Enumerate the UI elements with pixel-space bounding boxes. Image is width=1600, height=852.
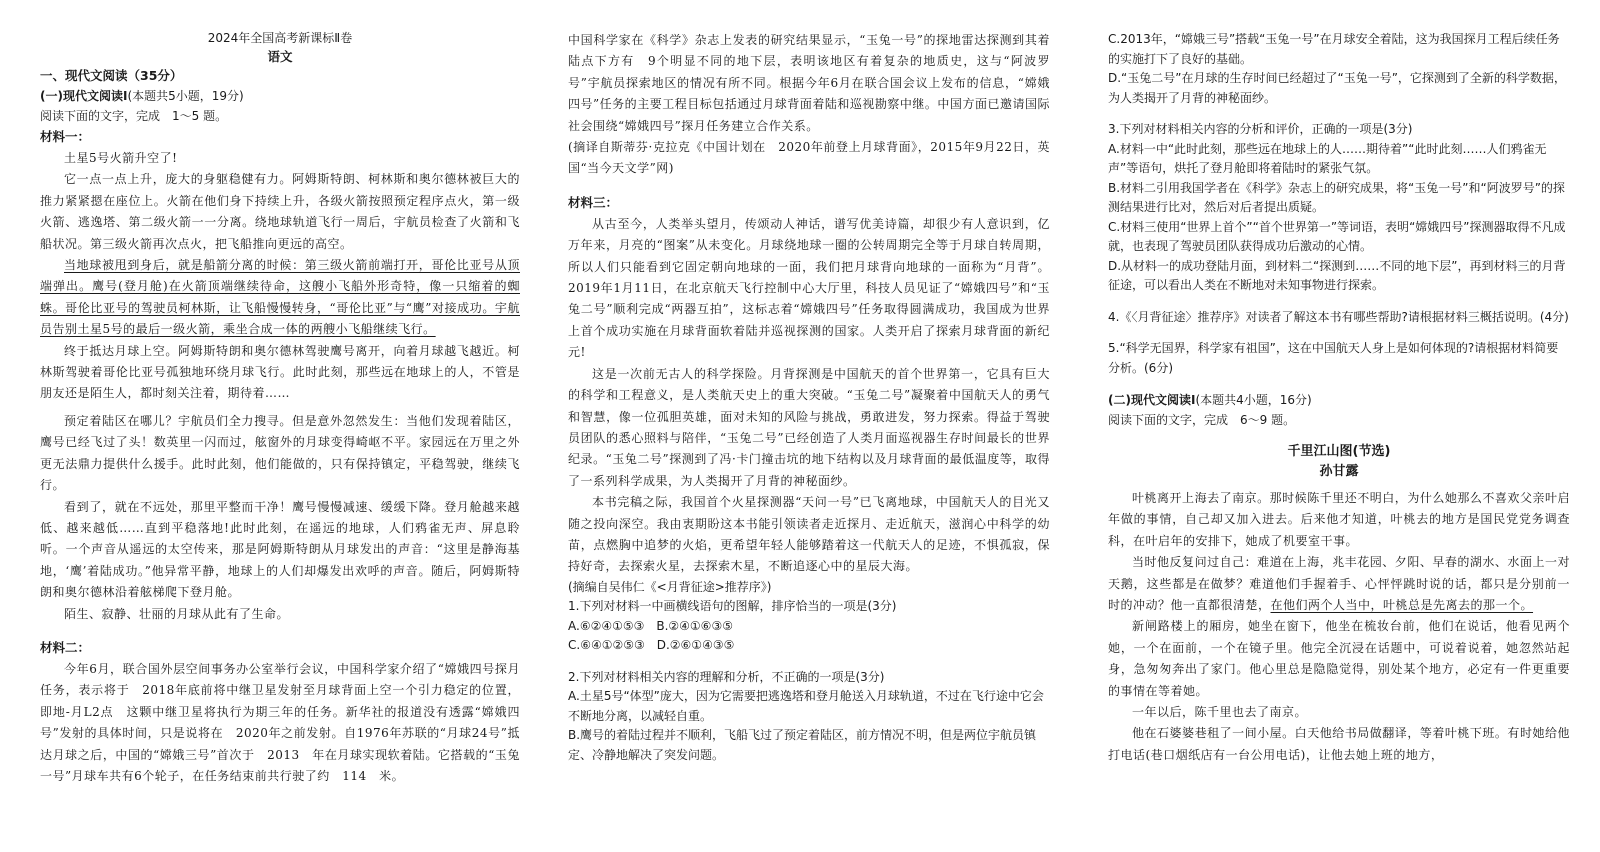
exam-subject: 语文 [267,49,293,64]
question-3-option-d: D.从材料一的成功登陆月面，到材料二“探测到……不同的地下层”，再到材料三的月背征途，可以看出人类在不断地对未知事物进行探索。 [1108,258,1566,292]
column-1 [40,30,520,787]
m3-paragraph-1: 从古至今，人类举头望月，传颂动人神话，谱写优美诗篇，却很少有人意识到，亿万年来，月亮的“图案”从未变化。月球绕地球一圈的公转周期完全等于月球自转周期，所以人们只能看到它固定朝向地球的一面，我们把月球背向地球的一面称为“月背”。2019年1月11日，在北京航天飞行控制中心大厅里，科技人员见证了“嫦娥四号”和“玉兔二号”顺利完成“两器互拍”，这标志着“嫦娥四号”任务取得圆满成功，我国成为世界上首个成功实施在月球背面软着陆并巡视探测的国家。人类开启了探索月球背面的新纪元! [568,216,1050,360]
m3-source: (摘编自吴伟仁《<月背征途>推荐序》) [568,579,772,594]
question-1-options-ab: A.⑥②④①⑤③ B.②④①⑥③⑤ [568,618,733,633]
question-2-option-b: B.鹰号的着陆过程并不顺利，飞船飞过了预定着陆区，前方情况不明，但是两位宇航员镇定、冷静地解决了突发问题。 [568,728,1037,762]
section1-instruction: 阅读下面的文字，完成 1～5 题。 [40,109,228,123]
story-paragraph-4: 一年以后，陈千里也去了南京。 [1132,705,1308,720]
question-2-option-a: A.土星5号“体型”庞大，因为它需要把逃逸塔和登月舱送入月球轨道，不过在飞行途中它会不断地分离，以减轻自重。 [568,689,1044,723]
section1-sub-note: (本题共5小题，19分) [127,89,244,103]
m2-paragraph-1: 今年6月，联合国外层空间事务办公室举行会议，中国科学家介绍了“嫦娥四号探月任务，表示将于 2018年底前将中继卫星发射至月球背面上空一个引力稳定的位置，即地-月L2点 这颗中继卫星将执行为期三年的任务。新华社的报道没有透露“嫦娥四号”发射的具体时间，只是说将在 2020年之前发射。自1976年苏联的“月球24号”抵达月球之后，中国的“嫦娥三号”首次于 2013 年在月球实现软着陆。它搭载的“玉兔一号”月球车共有6个轮子，在任务结束前共行驶了约 114 米。 [40,661,520,783]
section2-sub-note: (本题共4小题，16分) [1195,393,1312,407]
section2-sub-label: (二)现代文阅读Ⅰ [1108,393,1196,407]
section2-sub [1108,390,1570,410]
column-2 [568,30,1050,765]
story-author: 孙甘露 [1319,464,1359,479]
section1-sub [40,86,520,106]
m1-paragraph-3-underlined: 当地球被甩到身后，就是船箭分离的时候：第三级火箭前端打开，哥伦比亚号从顶端弹出。鹰号(登月舱)在火箭顶端继续待命，这艘小飞船外形奇特，像一只缩着的蜘蛛。哥伦比亚号的驾驶员柯林斯，让飞船慢慢转身，“哥伦比亚”与“鹰”对接成功。宇航员告别土星5号的最后一级火箭，乘坐合成一体的两艘小飞船继续飞行。 [40,258,520,337]
question-4: 4.《〈月背征途〉推荐序》对读者了解这本书有哪些帮助?请根据材料三概括说明。(4分) [1108,309,1569,324]
m3-paragraph-2: 这是一次前无古人的科学探险。月背探测是中国航天的首个世界第一，它具有巨大的科学和工程意义，是人类航天史上的重大突破。“玉兔二号”凝聚着中国航天人的勇气和智慧，像一位孤胆英雄，面对未知的风险与挑战，勇敢进发，努力探索。得益于驾驶员团队的悉心照料与陪伴，“玉兔二号”已经创造了人类月面巡视器生存时间最长的世界纪录。“玉兔二号”探测到了冯·卡门撞击坑的地下结构以及月球背面的最低温度等，取得了一系列科学成果，为人类揭开了月背的神秘面纱。 [568,366,1050,488]
section2-instruction: 阅读下面的文字，完成 6～9 题。 [1108,413,1296,427]
m1-paragraph-6: 看到了，就在不远处，那里平整而干净！鹰号慢慢减速、缓缓下降。登月舱越来越低、越来越低……直到平稳落地!此时此刻，在遥远的地球，人们鸦雀无声、屏息聆听。一个声音从遥远的太空传来，那是阿姆斯特朗从月球发出的声音：“这里是静海基地，‘鹰’着陆成功。”他异常平静，地球上的人们却爆发出欢呼的声音。随后，阿姆斯特朗和奥尔德林沿着舷梯爬下登月舱。 [40,499,520,600]
story-paragraph-2-underlined: 在他们两个人当中，叶桃总是先离去的那一个。 [1270,598,1534,613]
m2-source: (摘译自斯蒂芬·克拉克《中国计划在 2020年前登上月球背面》，2015年9月22日，英国“当今天文学”网) [568,140,1050,176]
material1-label: 材料一： [40,129,91,144]
m1-paragraph-7: 陌生、寂静、壮丽的月球从此有了生命。 [64,606,290,621]
m1-paragraph-2: 它一点一点上升，庞大的身躯稳健有力。阿姆斯特朗、柯林斯和奥尔德林被巨大的推力紧紧摁在座位上。火箭在他们身下持续上升，各级火箭按照预定程序点火，第一级火箭、逃逸塔、第二级火箭一一分离。绕地球轨道飞行一周后，宇航员检查了火箭和飞船状况。第三级火箭再次点火，把飞船推向更远的高空。 [40,172,520,251]
question-3-stem: 3.下列对材料相关内容的分析和评价，正确的一项是(3分) [1108,122,1413,136]
question-2-option-d: D.“玉兔二号”在月球的生存时间已经超过了“玉兔一号”，它探测到了全新的科学数据，为人类揭开了月背的神秘面纱。 [1108,71,1566,105]
question-3-option-a: A.材料一中“此时此刻，那些远在地球上的人……期待着”“此时此刻……人们鸦雀无声”等语句，烘托了登月舱即将着陆时的紧张气氛。 [1108,141,1547,175]
question-3-option-b: B.材料二引用我国学者在《科学》杂志上的研究成果，将“玉兔一号”和“阿波罗号”的探测结果进行比对，然后对后者提出质疑。 [1108,180,1565,214]
m1-paragraph-4: 终于抵达月球上空。阿姆斯特朗和奥尔德林驾驶鹰号离开，向着月球越飞越近。柯林斯驾驶着哥伦比亚号孤独地环绕月球飞行。此时此刻，那些远在地球上的人，不管是朋友还是陌生人，都时刻关注着，期待着…… [40,343,520,401]
story-paragraph-3: 新闸路楼上的厢房，她坐在窗下，他坐在梳妆台前，他们在说话，他看见两个她，一个在面前，一个在镜子里。他完全沉浸在话题中，可说着说着，她忽然站起身，急匆匆奔出了家门。他心里总是隐隐觉得，别处某个地方，必定有一件更重要的事情在等着她。 [1108,619,1570,698]
question-2-option-c: C.2013年，“嫦娥三号”搭载“玉兔一号”在月球安全着陆，这为我国探月工程后续任务的实施打下了良好的基础。 [1108,32,1560,66]
column-3 [1108,30,1570,766]
story-paragraph-5: 他在石婆婆巷租了一间小屋。白天他给书局做翻译，等着叶桃下班。有时她给他打电话(巷口烟纸店有一台公用电话)，让他去她上班的地方， [1108,726,1570,762]
section1-sub-label: (一)现代文阅读Ⅰ [40,89,128,103]
question-3-option-c: C.材料三使用“世界上首个”“首个世界第一”等词语，表明“嫦娥四号”探测器取得不凡成就，也表现了驾驶员团队获得成功后激动的心情。 [1108,219,1566,253]
story-paragraph-2-text: 当时他反复问过自己：难道在上海，兆丰花园、夕阳、早春的湖水、水面上一对天鹅，这些都是在做梦？难道他们手握着手、心怦怦跳时说的话，都只是分别前一时的冲动？他一直都很清楚， [1108,555,1570,613]
story-title: 千里江山图(节选) [1287,444,1391,459]
m1-paragraph-5: 预定着陆区在哪儿？宇航员们全力搜寻。但是意外忽然发生：当他们发现着陆区，鹰号已经飞过了头！数英里一闪而过，舷窗外的月球变得崎岖不平。家园远在万里之外更无法鼎力提供什么援手。此时此刻，他们能做的，只有保持镇定，平稳驾驶，继续飞行。 [40,413,520,493]
question-1-options-cd: C.⑥④①②⑤③ D.②⑥①④③⑤ [568,638,735,653]
question-1-stem: 1.下列对材料一中画横线语句的图解，排序恰当的一项是(3分) [568,599,897,614]
story-paragraph-1: 叶桃离开上海去了南京。那时候陈千里还不明白，为什么她那么不喜欢父亲叶启年做的事情，自己却又加入进去。后来他才知道，叶桃去的地方是国民党党务调查科，在叶启年的安排下，她成了机要室干事。 [1108,491,1570,548]
m2-paragraph-1-continued: 中国科学家在《科学》杂志上发表的研究结果显示，“玉兔一号”的探地雷达探测到其着陆点下方有 9个明显不同的地下层，表明该地区有着复杂的地质史，这与“阿波罗号”宇航员探索地区的情况有所不同。根据今年6月在联合国会议上发布的信息，“嫦娥四号”任务的主要工程目标包括通过月球背面着陆和巡视勘察中继。中国方面已邀请国际社会围绕“嫦娥四号”探月任务建立合作关系。 [568,33,1050,133]
question-5: 5.“科学无国界，科学家有祖国”，这在中国航天人身上是如何体现的?请根据材料简要分析。(6分) [1108,341,1559,375]
material2-label: 材料二： [40,639,91,655]
m3-paragraph-3: 本书完稿之际，我国首个火星探测器“天问一号”已飞离地球，中国航天人的目光又随之投向深空。我由衷期盼这本书能引领读者走近探月、走近航天，滋润心中科学的幼苗，点燃胸中追梦的火焰，更希望年轻人能够踏着这一代航天人的足迹，不惧孤寂，保持好奇，去探索火星，去探索木星，不断追逐心中的星辰大海。 [568,495,1050,574]
question-2-stem: 2.下列对材料相关内容的理解和分析，不正确的一项是(3分) [568,669,885,684]
section1-heading: 一、现代文阅读（35分） [40,68,183,83]
story-paragraph-2 [1108,552,1570,616]
exam-title: 2024年全国高考新课标Ⅱ卷 [207,31,353,45]
m1-paragraph-1: 土星5号火箭升空了! [64,151,178,165]
material3-label: 材料三： [568,194,619,210]
